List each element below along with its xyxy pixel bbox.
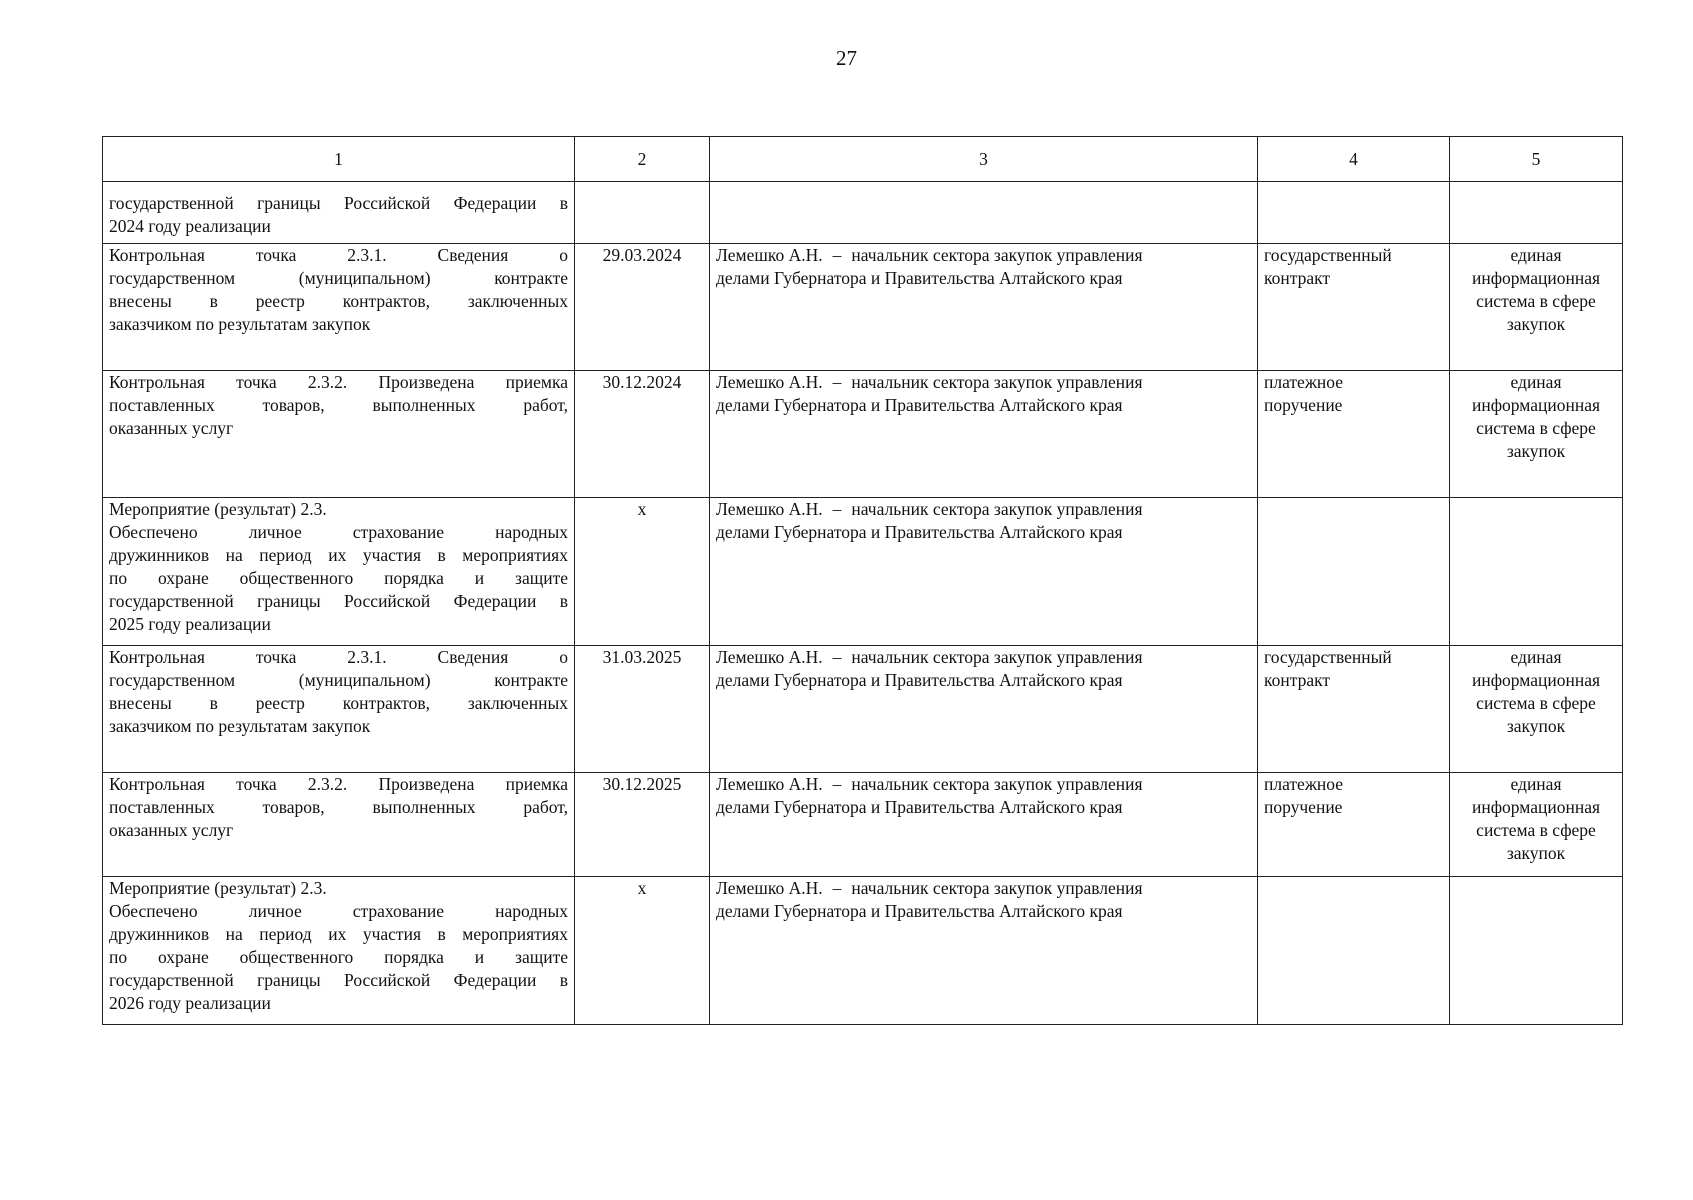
responsible-cell [710, 371, 1258, 498]
table-row [103, 646, 1623, 773]
responsible-line [716, 244, 1251, 267]
description-cell [103, 646, 575, 773]
date-cell [575, 371, 710, 498]
information-system-line: информационная [1471, 670, 1601, 690]
date-cell [575, 646, 710, 773]
description-line: Мероприятие (результат) 2.3. [109, 878, 327, 898]
table-row [103, 498, 1623, 646]
information-system-line: закупок [1506, 843, 1566, 863]
responsible-cell [710, 182, 1258, 244]
date-cell [575, 877, 710, 1025]
responsible-cell [710, 244, 1258, 371]
responsible-person: Лемешко А.Н. [716, 245, 823, 265]
control-date: х [637, 499, 647, 519]
column-header-3: 3 [710, 137, 1258, 182]
responsible-line [716, 646, 1251, 669]
column-header-5: 5 [1450, 137, 1623, 182]
description-line: заказчиком по результатам закупок [109, 716, 371, 736]
responsible-role: делами Губернатора и Правительства Алтайского края [716, 901, 1123, 921]
dash-separator: – [832, 245, 842, 265]
information-system-line: система в сфере [1476, 820, 1596, 840]
description-cell [103, 244, 575, 371]
responsible-person: Лемешко А.Н. [716, 647, 823, 667]
information-system-line: информационная [1471, 797, 1601, 817]
description-line: по охране общественного порядка и защите [109, 568, 568, 588]
date-cell [575, 498, 710, 646]
responsible-role: делами Губернатора и Правительства Алтайского края [716, 268, 1123, 288]
responsible-cell [710, 646, 1258, 773]
information-system-cell [1450, 498, 1623, 646]
responsible-person: Лемешко А.Н. [716, 372, 823, 392]
description-cell [103, 773, 575, 877]
information-system-line: закупок [1506, 441, 1566, 461]
information-system-cell [1450, 182, 1623, 244]
dash-separator: – [832, 774, 842, 794]
document-type-cell [1258, 182, 1450, 244]
description-line: поставленных товаров, выполненных работ, [109, 797, 568, 817]
description-line: Контрольная точка 2.3.2. Произведена приемка [109, 372, 568, 392]
responsible-role: начальник сектора закупок управления [851, 372, 1143, 392]
responsible-role: делами Губернатора и Правительства Алтайского края [716, 522, 1123, 542]
column-header-2: 2 [575, 137, 710, 182]
document-type-line: платежное [1264, 774, 1344, 794]
document-type-cell [1258, 498, 1450, 646]
responsible-line [716, 498, 1251, 521]
document-type-cell [1258, 371, 1450, 498]
plan-table [102, 136, 1623, 1025]
responsible-cell [710, 773, 1258, 877]
information-system-line: система в сфере [1476, 693, 1596, 713]
document-type-cell [1258, 646, 1450, 773]
responsible-line [716, 773, 1251, 796]
document-type-line: поручение [1264, 797, 1343, 817]
information-system-cell [1450, 877, 1623, 1025]
description-line: Мероприятие (результат) 2.3. [109, 499, 327, 519]
document-type-cell [1258, 773, 1450, 877]
description-line: дружинников на период их участия в мероприятиях [109, 924, 568, 944]
description-cell [103, 498, 575, 646]
table-row [103, 773, 1623, 877]
responsible-role: начальник сектора закупок управления [851, 245, 1143, 265]
table-row [103, 877, 1623, 1025]
responsible-role: делами Губернатора и Правительства Алтайского края [716, 395, 1123, 415]
responsible-person: Лемешко А.Н. [716, 878, 823, 898]
description-line: внесены в реестр контрактов, заключенных [109, 291, 568, 311]
information-system-cell [1450, 371, 1623, 498]
control-date: 29.03.2024 [602, 245, 682, 265]
document-type-line: государственный [1264, 245, 1392, 265]
control-date: х [637, 878, 647, 898]
description-line: по охране общественного порядка и защите [109, 947, 568, 967]
description-line: 2026 году реализации [109, 993, 271, 1013]
control-date: 30.12.2024 [602, 372, 682, 392]
responsible-cell [710, 877, 1258, 1025]
description-line: поставленных товаров, выполненных работ, [109, 395, 568, 415]
description-line: государственной границы Российской Федерации в [109, 591, 568, 611]
information-system-cell [1450, 773, 1623, 877]
document-type-line: государственный [1264, 647, 1392, 667]
description-line: государственном (муниципальном) контракте [109, 670, 568, 690]
table-row [103, 371, 1623, 498]
responsible-role: начальник сектора закупок управления [851, 499, 1143, 519]
responsible-cell [710, 498, 1258, 646]
table-row [103, 244, 1623, 371]
dash-separator: – [832, 499, 842, 519]
description-line: Контрольная точка 2.3.1. Сведения о [109, 647, 568, 667]
description-line: оказанных услуг [109, 418, 234, 438]
information-system-line: информационная [1471, 268, 1601, 288]
description-cell [103, 182, 575, 244]
description-line: заказчиком по результатам закупок [109, 314, 371, 334]
description-line: Контрольная точка 2.3.1. Сведения о [109, 245, 568, 265]
information-system-cell [1450, 646, 1623, 773]
information-system-line: информационная [1471, 395, 1601, 415]
description-line: внесены в реестр контрактов, заключенных [109, 693, 568, 713]
information-system-line: единая [1510, 647, 1562, 667]
responsible-role: делами Губернатора и Правительства Алтайского края [716, 670, 1123, 690]
responsible-role: начальник сектора закупок управления [851, 878, 1143, 898]
responsible-person: Лемешко А.Н. [716, 499, 823, 519]
control-date: 30.12.2025 [602, 774, 682, 794]
control-date: 31.03.2025 [602, 647, 682, 667]
date-cell [575, 182, 710, 244]
column-header-4: 4 [1258, 137, 1450, 182]
description-line: оказанных услуг [109, 820, 234, 840]
information-system-cell [1450, 244, 1623, 371]
description-line: Обеспечено личное страхование народных [109, 901, 568, 921]
information-system-line: система в сфере [1476, 418, 1596, 438]
information-system-line: закупок [1506, 314, 1566, 334]
description-line: государственной границы Российской Федерации в [109, 970, 568, 990]
responsible-role: делами Губернатора и Правительства Алтайского края [716, 797, 1123, 817]
responsible-person: Лемешко А.Н. [716, 774, 823, 794]
information-system-line: единая [1510, 372, 1562, 392]
document-type-line: поручение [1264, 395, 1343, 415]
table-row [103, 182, 1623, 244]
information-system-line: закупок [1506, 716, 1566, 736]
page-number: 27 [836, 46, 857, 70]
date-cell [575, 773, 710, 877]
document-type-line: контракт [1264, 268, 1331, 288]
dash-separator: – [832, 372, 842, 392]
responsible-line [716, 877, 1251, 900]
description-line: Обеспечено личное страхование народных [109, 522, 568, 542]
description-cell [103, 877, 575, 1025]
dash-separator: – [832, 647, 842, 667]
responsible-role: начальник сектора закупок управления [851, 647, 1143, 667]
table-header-row [103, 137, 1623, 182]
description-line: 2025 году реализации [109, 614, 271, 634]
dash-separator: – [832, 878, 842, 898]
description-line: Контрольная точка 2.3.2. Произведена приемка [109, 774, 568, 794]
information-system-line: единая [1510, 774, 1562, 794]
information-system-line: система в сфере [1476, 291, 1596, 311]
responsible-role: начальник сектора закупок управления [851, 774, 1143, 794]
responsible-line [716, 371, 1251, 394]
description-line: дружинников на период их участия в мероприятиях [109, 545, 568, 565]
document-type-line: платежное [1264, 372, 1344, 392]
description-line: государственном (муниципальном) контракте [109, 268, 568, 288]
document-type-cell [1258, 877, 1450, 1025]
description-line: 2024 году реализации [109, 216, 271, 236]
information-system-line: единая [1510, 245, 1562, 265]
document-type-cell [1258, 244, 1450, 371]
column-header-1: 1 [103, 137, 575, 182]
description-line: государственной границы Российской Федерации в [109, 193, 568, 213]
document-type-line: контракт [1264, 670, 1331, 690]
date-cell [575, 244, 710, 371]
description-cell [103, 371, 575, 498]
